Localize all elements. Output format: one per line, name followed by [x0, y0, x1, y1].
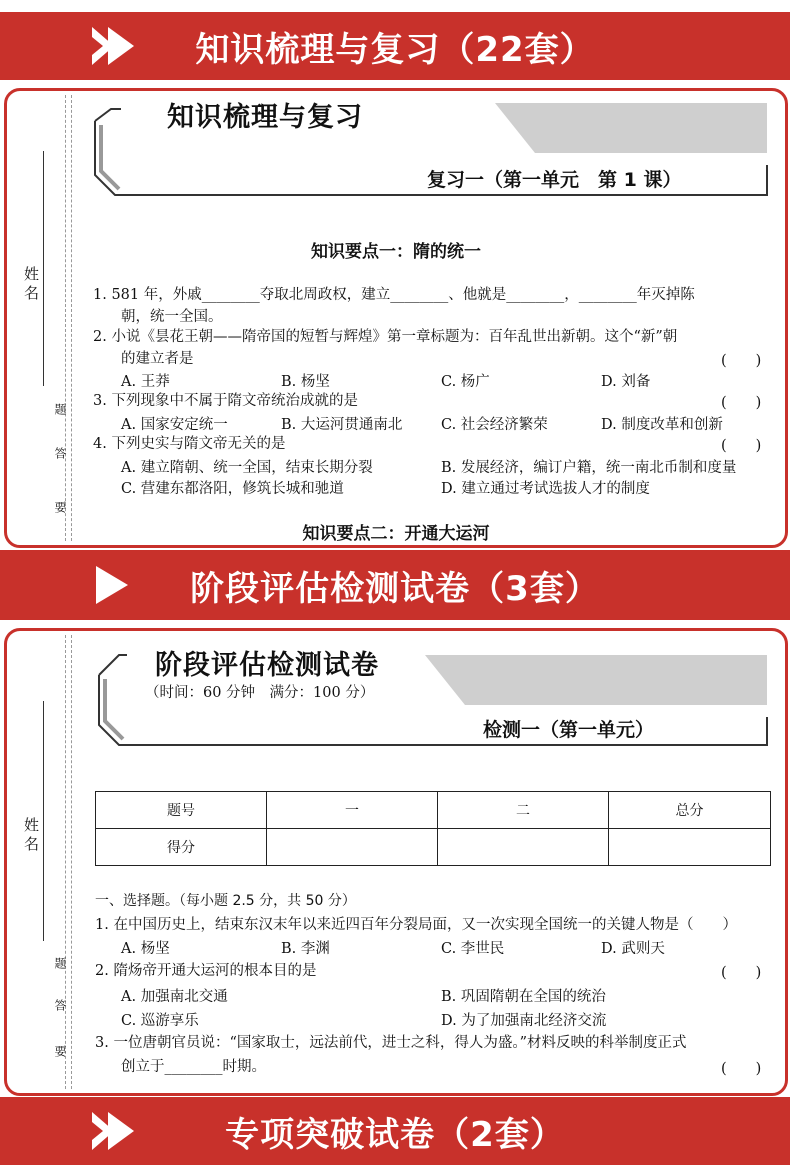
score-cell[interactable]	[609, 829, 771, 866]
option: D. 建立通过考试选拔人才的制度	[441, 481, 650, 497]
double-arrow-icon	[92, 1112, 140, 1150]
table-header-cell: 题号	[96, 792, 267, 829]
seal-char: 题	[53, 957, 67, 969]
banner-title: 专项突破试卷（2套）	[225, 1114, 565, 1155]
score-cell[interactable]	[438, 829, 609, 866]
option: A. 建立隋朝、统一全国，结束长期分裂	[121, 460, 373, 476]
banner-special-breakthrough	[0, 1097, 790, 1165]
part-heading: 一、选择题。（每小题 2.5 分，共 50 分）	[95, 893, 356, 909]
answer-parenthesis: ( )	[721, 353, 762, 369]
question-1-line: 1. 581 年，外戚________夺取北周政权，建立________、他就是________，________年灭掉陈	[93, 287, 695, 303]
section-heading: 知识要点二：开通大运河	[302, 524, 490, 544]
double-arrow-icon	[92, 27, 140, 65]
answer-parenthesis: ( )	[721, 965, 762, 981]
dashed-margin-line	[65, 635, 66, 1089]
option: A. 国家安定统一	[121, 417, 228, 433]
table-header-cell: 二	[438, 792, 609, 829]
banner-title: 知识梳理与复习（22套）	[195, 29, 595, 70]
option: B. 巩固隋朝在全国的统治	[441, 989, 606, 1005]
question-1-line: 朝，统一全国。	[121, 309, 223, 325]
exam-subtitle: 检测一（第一单元）	[483, 719, 655, 741]
question-2-line: 的建立者是	[121, 351, 194, 367]
page-title: 阶段评估检测试卷	[155, 650, 379, 681]
lesson-subtitle: 复习一（第一单元 第 1 课）	[427, 169, 682, 191]
table-row-label: 得分	[96, 829, 267, 866]
page-title: 知识梳理与复习	[167, 102, 363, 133]
dashed-margin-line	[71, 95, 72, 541]
question-3-line: 创立于________时期。	[121, 1059, 266, 1075]
section-heading: 知识要点一：隋的统一	[311, 242, 481, 262]
table-row	[96, 829, 771, 866]
option: D. 制度改革和创新	[601, 417, 723, 433]
answer-parenthesis: ( )	[721, 395, 762, 411]
banner-stage-assessment	[0, 550, 790, 620]
dashed-margin-line	[65, 95, 66, 541]
stage-assessment-sample	[4, 628, 788, 1096]
option: C. 巡游享乐	[121, 1013, 199, 1029]
seal-char: 题	[53, 403, 67, 415]
question-3-line: 3. 下列现象中不属于隋文帝统治成就的是	[93, 393, 358, 409]
table-row	[96, 792, 771, 829]
option: A. 加强南北交通	[121, 989, 228, 1005]
name-label: 姓名	[22, 817, 40, 855]
option: B. 杨坚	[281, 374, 330, 390]
score-cell[interactable]	[267, 829, 438, 866]
option: C. 李世民	[441, 941, 505, 957]
question-2-line: 2. 小说《昙花王朝——隋帝国的短暂与辉煌》第一章标题为：百年乱世出新朝。这个“新”朝	[93, 329, 678, 345]
knowledge-review-sample	[4, 88, 788, 548]
option: D. 武则天	[601, 941, 665, 957]
question-1-line: 1. 在中国历史上，结束东汉末年以来近四百年分裂局面，又一次实现全国统一的关键人物是（ ）	[95, 917, 737, 933]
banner-title: 阶段评估检测试卷（3套）	[190, 568, 600, 609]
table-header-cell: 总分	[609, 792, 771, 829]
question-4-line: 4. 下列史实与隋文帝无关的是	[93, 436, 286, 452]
option: C. 营建东都洛阳，修筑长城和驰道	[121, 481, 344, 497]
option: C. 杨广	[441, 374, 490, 390]
question-2-line: 2. 隋炀帝开通大运河的根本目的是	[95, 963, 317, 979]
dashed-margin-line	[71, 635, 72, 1089]
answer-parenthesis: ( )	[721, 438, 762, 454]
name-blank-line	[43, 701, 44, 941]
seal-char: 答	[53, 447, 67, 459]
option: B. 李渊	[281, 941, 330, 957]
name-blank-line	[43, 151, 44, 386]
name-label: 姓名	[22, 266, 40, 304]
seal-char: 答	[53, 999, 67, 1011]
option: C. 社会经济繁荣	[441, 417, 548, 433]
score-table	[95, 791, 771, 866]
question-3-line: 3. 一位唐朝官员说：“国家取士，远法前代，进士之科，得人为盛。”材料反映的科举制度正式	[95, 1035, 687, 1051]
option: B. 发展经济，编订户籍，统一南北币制和度量	[441, 460, 737, 476]
banner-knowledge-review	[0, 12, 790, 80]
answer-parenthesis: ( )	[721, 1061, 762, 1077]
seal-char: 要	[53, 501, 67, 513]
option: D. 为了加强南北经济交流	[441, 1013, 607, 1029]
seal-char: 要	[53, 1045, 67, 1057]
option: A. 杨坚	[121, 941, 170, 957]
option: A. 王莽	[121, 374, 170, 390]
table-header-cell: 一	[267, 792, 438, 829]
option: D. 刘备	[601, 374, 651, 390]
exam-time-info: （时间：60 分钟 满分：100 分）	[145, 685, 375, 701]
option: B. 大运河贯通南北	[281, 417, 403, 433]
arrow-icon	[92, 566, 132, 604]
